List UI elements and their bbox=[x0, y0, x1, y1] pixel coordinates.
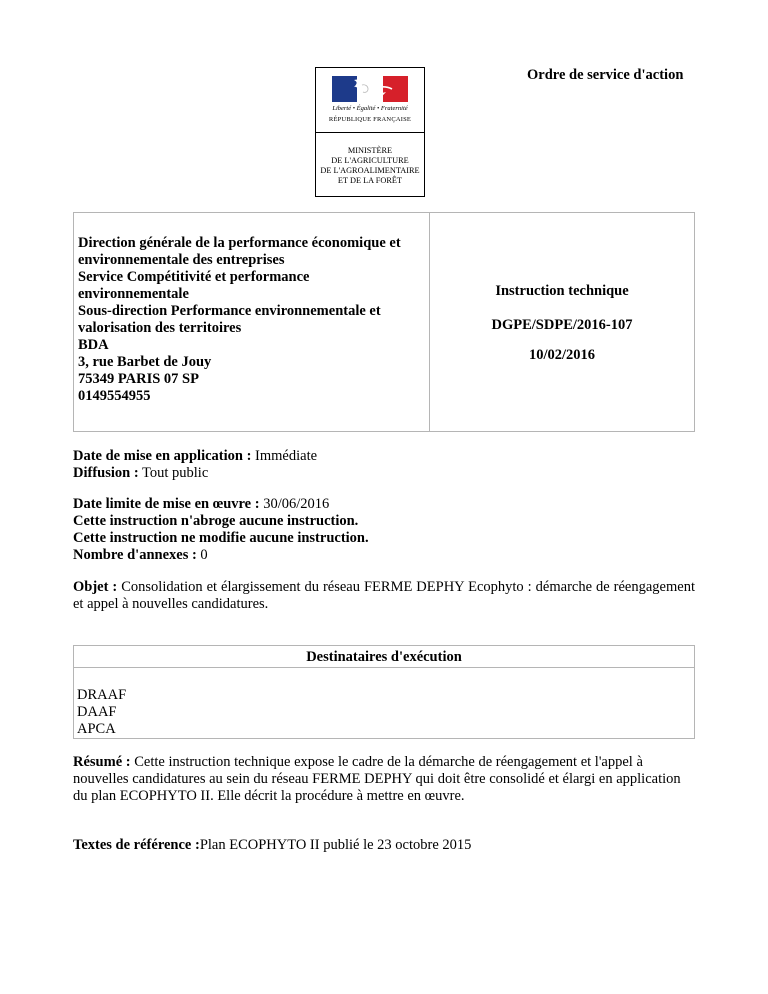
application-block bbox=[73, 448, 317, 482]
diffusion-value: Tout public bbox=[138, 465, 209, 481]
issuer-line: Sous-direction Performance environnementale et bbox=[78, 303, 381, 319]
recipient-item: DRAAF bbox=[77, 687, 127, 703]
issuer-line: Direction générale de la performance économique et bbox=[78, 235, 401, 251]
ministry-line: MINISTÈRE bbox=[347, 146, 393, 155]
summary-label: Résumé : bbox=[73, 754, 131, 770]
marianne-flag-icon bbox=[332, 76, 408, 102]
modifies-note: Cette instruction ne modifie aucune instruction. bbox=[73, 530, 369, 546]
issuer-line: Service Compétitivité et performance bbox=[78, 269, 310, 285]
abrogates-note: Cette instruction n'abroge aucune instruction. bbox=[73, 513, 359, 529]
object-text: Consolidation et élargissement du réseau FERME DEPHY Ecophyto : démarche de réengagement et appel à nouvelles candidatures. bbox=[73, 579, 695, 612]
summary-paragraph bbox=[73, 754, 695, 805]
logo-flag-area bbox=[316, 68, 424, 133]
application-date bbox=[73, 448, 317, 465]
deadline bbox=[73, 496, 369, 513]
annexes-value: 0 bbox=[196, 547, 208, 563]
issuer-address bbox=[78, 235, 423, 405]
application-date-value: Immédiate bbox=[251, 448, 318, 464]
instruction-date: 10/02/2016 bbox=[528, 347, 596, 363]
order-title: Ordre de service d'action bbox=[527, 67, 684, 83]
recipient-item: DAAF bbox=[77, 704, 117, 720]
instruction-reference: DGPE/SDPE/2016-107 bbox=[491, 317, 633, 333]
issuer-line: 3, rue Barbet de Jouy bbox=[78, 354, 212, 370]
recipients-divider bbox=[74, 667, 694, 668]
issuer-line: 75349 PARIS 07 SP bbox=[78, 371, 199, 387]
deadline-label: Date limite de mise en œuvre : bbox=[73, 496, 260, 512]
annexes bbox=[73, 547, 369, 564]
issuer-line: valorisation des territoires bbox=[78, 320, 242, 336]
annexes-label: Nombre d'annexes : bbox=[73, 547, 197, 563]
marianne-logo bbox=[315, 67, 425, 197]
references-label: Textes de référence : bbox=[73, 837, 200, 853]
logo-ministry bbox=[316, 146, 424, 186]
diffusion bbox=[73, 465, 317, 482]
object-paragraph bbox=[73, 579, 695, 613]
diffusion-label: Diffusion : bbox=[73, 465, 139, 481]
ministry-line: DE L'AGRICULTURE bbox=[331, 156, 409, 165]
summary-text: Cette instruction technique expose le cadre de la démarche de réengagement et l'appel à nouvelles candidatures au sein du réseau FERME DEPHY qui doit être consolidé et élargi en application du plan ECOPHYTO II. Elle décrit la procédure à mettre en œuvre. bbox=[73, 754, 681, 804]
issuer-line: 0149554955 bbox=[78, 388, 151, 404]
deadline-block bbox=[73, 496, 369, 564]
ministry-line: ET DE LA FORÊT bbox=[337, 176, 403, 185]
instruction-type: Instruction technique bbox=[495, 283, 629, 299]
application-date-label: Date de mise en application : bbox=[73, 448, 252, 464]
issuer-line: environnementale des entreprises bbox=[78, 252, 285, 268]
object-label: Objet : bbox=[73, 579, 118, 595]
deadline-value: 30/06/2016 bbox=[259, 496, 330, 512]
recipient-item: APCA bbox=[77, 721, 116, 737]
logo-motto: Liberté • Égalité • Fraternité bbox=[332, 105, 408, 112]
recipients-list bbox=[77, 687, 126, 738]
references-text: Plan ECOPHYTO II publié le 23 octobre 2015 bbox=[199, 837, 472, 853]
recipients-box bbox=[73, 645, 695, 739]
issuer-line: environnementale bbox=[78, 286, 189, 302]
references-paragraph bbox=[73, 837, 695, 854]
recipients-header: Destinataires d'exécution bbox=[306, 649, 462, 665]
logo-republic: RÉPUBLIQUE FRANÇAISE bbox=[328, 116, 412, 123]
issuer-line: BDA bbox=[78, 337, 109, 353]
header-table bbox=[73, 212, 695, 432]
ministry-line: DE L'AGROALIMENTAIRE bbox=[320, 166, 420, 175]
